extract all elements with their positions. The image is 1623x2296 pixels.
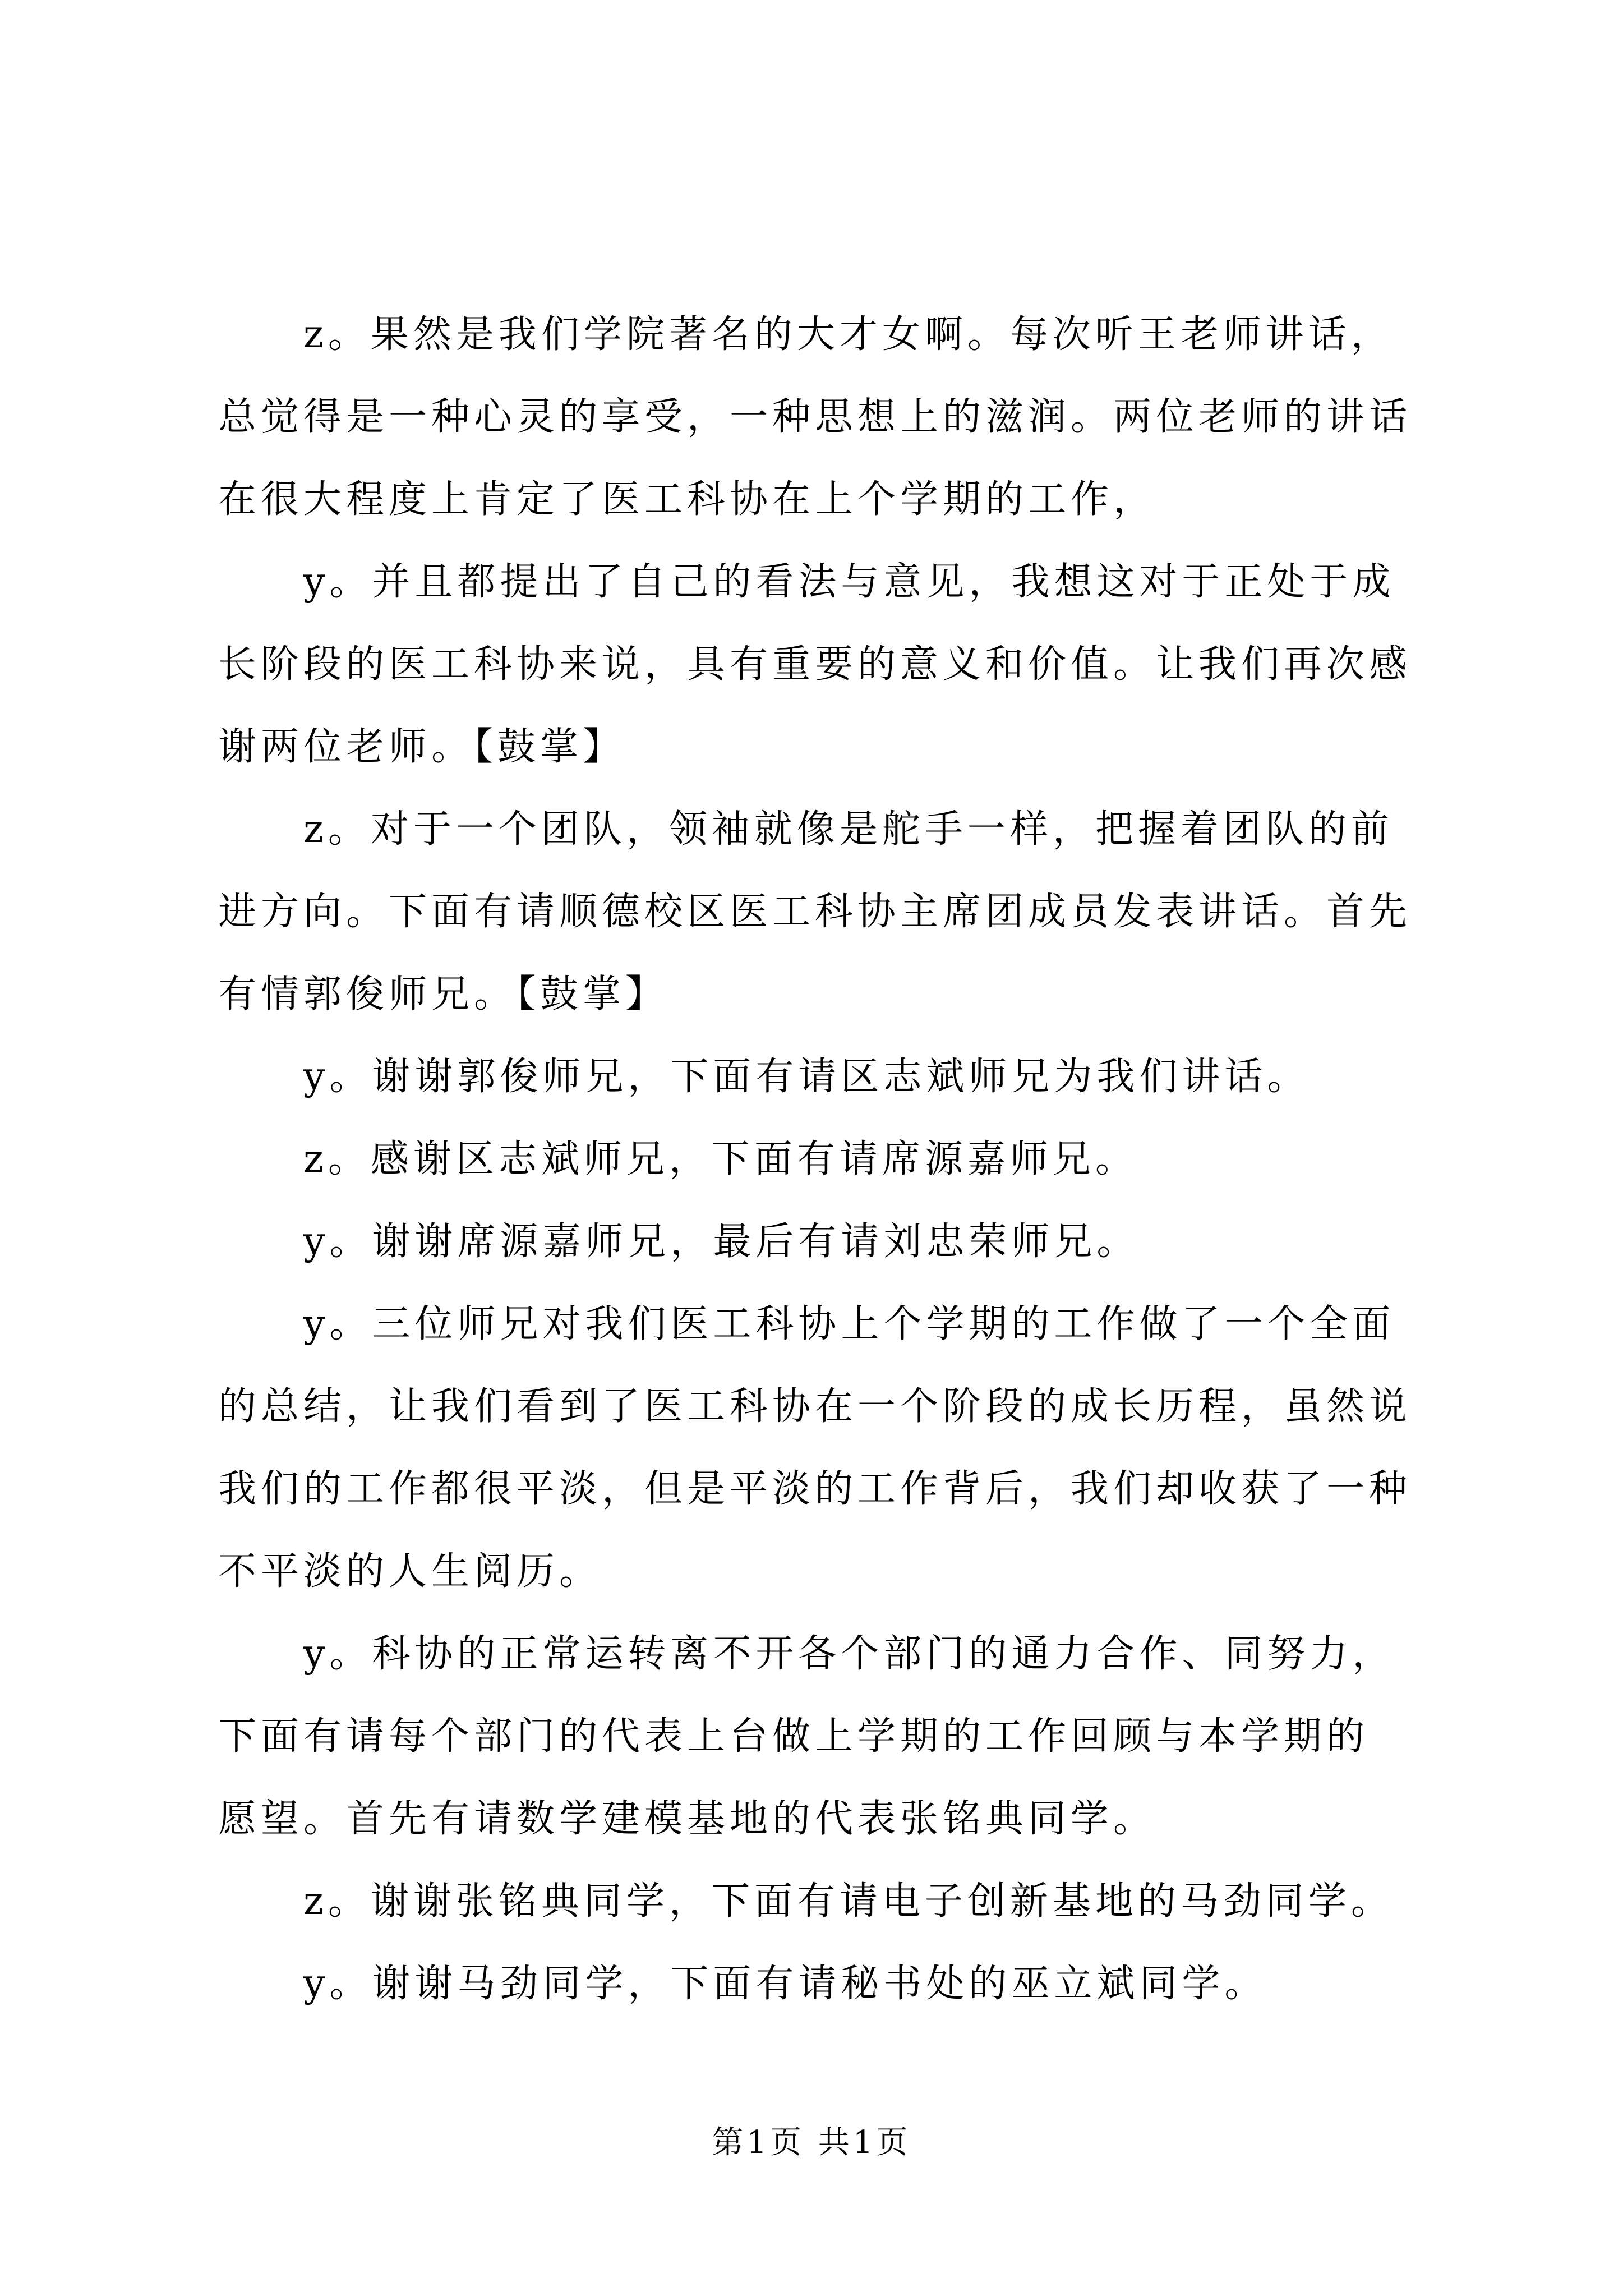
body-text-line: 在很大程度上肯定了医工科协在上个学期的工作，	[218, 477, 1156, 522]
body-text-line: 下面有请每个部门的代表上台做上学期的工作回顾与本学期的	[218, 1714, 1370, 1759]
body-text-line: 的总结，让我们看到了医工科协在一个阶段的成长历程，虽然说	[218, 1384, 1412, 1429]
body-text-line: y。科协的正常运转离不开各个部门的通力合作、同努力，	[303, 1632, 1395, 1676]
body-text-line: 总觉得是一种心灵的享受，一种思想上的滋润。两位老师的讲话	[218, 395, 1412, 439]
body-text-line: 进方向。下面有请顺德校区医工科协主席团成员发表讲话。首先	[218, 890, 1412, 934]
body-text-line: z。果然是我们学院著名的大才女啊。每次听王老师讲话，	[303, 312, 1394, 357]
document-body	[218, 293, 1412, 2025]
body-text-line: 不平淡的人生阅历。	[218, 1549, 602, 1594]
body-text-line: z。感谢区志斌师兄，下面有请席源嘉师兄。	[303, 1137, 1138, 1181]
body-text-line: 愿望。首先有请数学建模基地的代表张铭典同学。	[218, 1797, 1156, 1841]
body-text-line: y。谢谢郭俊师兄，下面有请区志斌师兄为我们讲话。	[303, 1055, 1310, 1099]
body-text-line: y。谢谢席源嘉师兄，最后有请刘忠荣师兄。	[303, 1220, 1140, 1264]
body-text-line: 长阶段的医工科协来说，具有重要的意义和价值。让我们再次感	[218, 642, 1412, 687]
body-text-line: 谢两位老师。【鼓掌】	[218, 725, 626, 769]
body-text-line: 我们的工作都很平淡，但是平淡的工作背后，我们却收获了一种	[218, 1467, 1412, 1511]
body-text-line: 有情郭俊师兄。【鼓掌】	[218, 972, 668, 1016]
body-text-line: y。三位师兄对我们医工科协上个学期的工作做了一个全面	[303, 1302, 1395, 1346]
body-text-line: z。谢谢张铭典同学，下面有请电子创新基地的马劲同学。	[303, 1879, 1394, 1924]
page-number: 第1页 共1页	[712, 2124, 911, 2161]
body-text-line: z。对于一个团队，领袖就像是舵手一样，把握着团队的前	[303, 807, 1394, 852]
body-text-line: y。谢谢马劲同学，下面有请秘书处的巫立斌同学。	[303, 1962, 1267, 2006]
body-text-line: y。并且都提出了自己的看法与意见，我想这对于正处于成	[303, 560, 1395, 604]
